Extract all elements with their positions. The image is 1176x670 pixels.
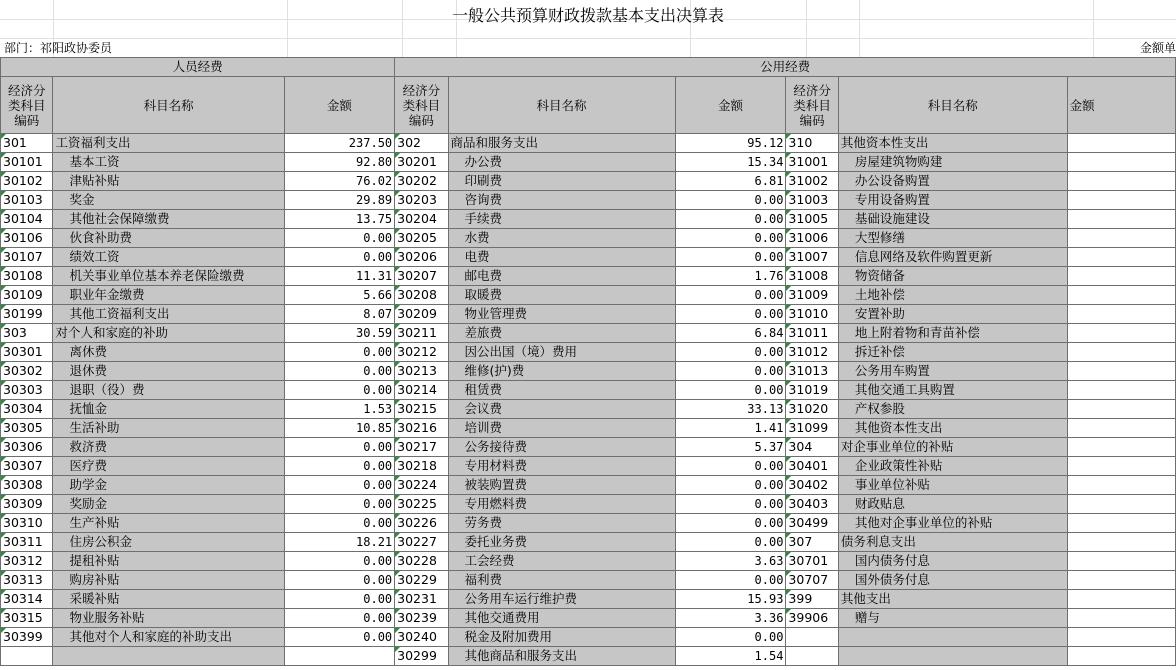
- cell-amount[interactable]: 5.66: [284, 286, 394, 305]
- cell-code[interactable]: 30106: [1, 229, 53, 248]
- cell-amount[interactable]: 76.02: [284, 172, 394, 191]
- cell-name[interactable]: 绩效工资: [53, 248, 284, 267]
- table-row: [1, 172, 1176, 191]
- cell-amount[interactable]: 0.00: [284, 457, 394, 476]
- cell-amount[interactable]: [1067, 343, 1175, 362]
- header-name-cell[interactable]: 科目名称: [53, 77, 284, 134]
- cell-code[interactable]: 30311: [1, 533, 53, 552]
- cell-amount[interactable]: [1067, 362, 1175, 381]
- cell-code[interactable]: 30399: [1, 628, 53, 647]
- cell-name[interactable]: 机关事业单位基本养老保险缴费: [53, 267, 284, 286]
- cell-amount[interactable]: 0.00: [284, 552, 394, 571]
- cell-name[interactable]: 助学金: [53, 476, 284, 495]
- cell-name[interactable]: 大型修缮: [838, 229, 1067, 248]
- cell-name[interactable]: 生活补助: [53, 419, 284, 438]
- cell-name[interactable]: 物业服务补贴: [53, 609, 284, 628]
- table-row: [1, 552, 1176, 571]
- cell-code[interactable]: 303: [1, 324, 53, 343]
- cell-code[interactable]: 30305: [1, 419, 53, 438]
- cell-code[interactable]: 39906: [786, 609, 838, 628]
- table-row: [1, 514, 1176, 533]
- cell-code[interactable]: 30401: [786, 457, 838, 476]
- cell-amount[interactable]: [1067, 495, 1175, 514]
- cell-amount[interactable]: 95.12: [675, 134, 786, 153]
- cell-name[interactable]: 奖金: [53, 191, 284, 210]
- cell-amount[interactable]: [1067, 210, 1175, 229]
- cell-code[interactable]: 31010: [786, 305, 838, 324]
- cell-name[interactable]: 产权参股: [838, 400, 1067, 419]
- cell-code[interactable]: 307: [786, 533, 838, 552]
- cell-code[interactable]: 30218: [395, 457, 448, 476]
- cell-name[interactable]: 奖励金: [53, 495, 284, 514]
- cell-code[interactable]: 30216: [395, 419, 448, 438]
- cell-code[interactable]: [786, 647, 838, 666]
- cell-name[interactable]: 房屋建筑物购建: [838, 153, 1067, 172]
- cell-amount[interactable]: 30.59: [284, 324, 394, 343]
- cell-name[interactable]: [53, 647, 284, 666]
- cell-code[interactable]: 30202: [395, 172, 448, 191]
- cell-amount[interactable]: 0.00: [284, 343, 394, 362]
- cell-amount[interactable]: 237.50: [284, 134, 394, 153]
- cell-amount[interactable]: 0.00: [675, 286, 786, 305]
- cell-code[interactable]: 30213: [395, 362, 448, 381]
- cell-code[interactable]: 302: [395, 134, 448, 153]
- cell-amount[interactable]: 1.54: [675, 647, 786, 666]
- cell-code[interactable]: 30108: [1, 267, 53, 286]
- cell-code[interactable]: 30402: [786, 476, 838, 495]
- cell-amount[interactable]: 0.00: [675, 381, 786, 400]
- table-body: [1, 134, 1176, 666]
- cell-name[interactable]: 咨询费: [448, 191, 675, 210]
- cell-name[interactable]: 采暖补贴: [53, 590, 284, 609]
- cell-amount[interactable]: 1.53: [284, 400, 394, 419]
- cell-amount[interactable]: 0.00: [284, 362, 394, 381]
- cell-name[interactable]: 其他社会保障缴费: [53, 210, 284, 229]
- cell-code[interactable]: 30499: [786, 514, 838, 533]
- cell-name[interactable]: 其他支出: [838, 590, 1067, 609]
- department-label: 部门：祁阳政协委员: [4, 41, 113, 55]
- cell-code[interactable]: 31099: [786, 419, 838, 438]
- cell-amount[interactable]: 11.31: [284, 267, 394, 286]
- cell-code[interactable]: 30227: [395, 533, 448, 552]
- cell-name[interactable]: 手续费: [448, 210, 675, 229]
- cell-amount[interactable]: [1067, 134, 1175, 153]
- cell-code[interactable]: 30203: [395, 191, 448, 210]
- cell-name[interactable]: 公务用车运行维护费: [448, 590, 675, 609]
- table-row: [1, 438, 1176, 457]
- cell-name[interactable]: 其他商品和服务支出: [448, 647, 675, 666]
- cell-code[interactable]: 30239: [395, 609, 448, 628]
- table-row: [1, 495, 1176, 514]
- header-amount-cell[interactable]: 金额: [1067, 77, 1175, 134]
- cell-amount[interactable]: 0.00: [675, 495, 786, 514]
- table-row: [1, 381, 1176, 400]
- cell-name[interactable]: 生产补贴: [53, 514, 284, 533]
- table-row: [1, 476, 1176, 495]
- cell-name[interactable]: 退职（役）费: [53, 381, 284, 400]
- report-title: 一般公共预算财政拨款基本支出决算表: [451, 6, 724, 25]
- cell-name[interactable]: 土地补偿: [838, 286, 1067, 305]
- cell-code[interactable]: 30299: [395, 647, 448, 666]
- cell-name[interactable]: 邮电费: [448, 267, 675, 286]
- cell-code[interactable]: 30214: [395, 381, 448, 400]
- cell-amount[interactable]: 0.00: [675, 191, 786, 210]
- cell-amount[interactable]: 0.00: [675, 305, 786, 324]
- cell-name[interactable]: 被装购置费: [448, 476, 675, 495]
- cell-name[interactable]: 拆迁补偿: [838, 343, 1067, 362]
- cell-amount[interactable]: 92.80: [284, 153, 394, 172]
- cell-name[interactable]: 办公设备购置: [838, 172, 1067, 191]
- cell-name[interactable]: 救济费: [53, 438, 284, 457]
- cell-amount[interactable]: 0.00: [675, 514, 786, 533]
- cell-name[interactable]: 工会经费: [448, 552, 675, 571]
- cell-amount[interactable]: 33.13: [675, 400, 786, 419]
- cell-code[interactable]: 30302: [1, 362, 53, 381]
- cell-code[interactable]: 304: [786, 438, 838, 457]
- cell-amount[interactable]: [1067, 248, 1175, 267]
- cell-name[interactable]: 培训费: [448, 419, 675, 438]
- cell-amount[interactable]: [1067, 476, 1175, 495]
- cell-code[interactable]: 30226: [395, 514, 448, 533]
- cell-code[interactable]: 30217: [395, 438, 448, 457]
- cell-code[interactable]: 30207: [395, 267, 448, 286]
- group-header-public[interactable]: 公用经费: [395, 58, 1176, 77]
- cell-amount[interactable]: [1067, 628, 1175, 647]
- header-name-cell[interactable]: 科目名称: [448, 77, 675, 134]
- cell-code[interactable]: 30707: [786, 571, 838, 590]
- cell-name[interactable]: 维修(护)费: [448, 362, 675, 381]
- cell-code[interactable]: 31007: [786, 248, 838, 267]
- cell-amount[interactable]: 6.81: [675, 172, 786, 191]
- table-row: [1, 647, 1176, 666]
- cell-amount[interactable]: 1.41: [675, 419, 786, 438]
- cell-amount[interactable]: [1067, 229, 1175, 248]
- table-row: [1, 267, 1176, 286]
- cell-amount[interactable]: 0.00: [675, 343, 786, 362]
- cell-code[interactable]: 310: [786, 134, 838, 153]
- cell-name[interactable]: [838, 628, 1067, 647]
- cell-amount[interactable]: 0.00: [284, 628, 394, 647]
- cell-amount[interactable]: 0.00: [675, 362, 786, 381]
- cell-amount[interactable]: 5.37: [675, 438, 786, 457]
- cell-amount[interactable]: 15.93: [675, 590, 786, 609]
- cell-name[interactable]: 其他资本性支出: [838, 134, 1067, 153]
- cell-amount[interactable]: [1067, 305, 1175, 324]
- cell-name[interactable]: 企业政策性补贴: [838, 457, 1067, 476]
- cell-amount[interactable]: 10.85: [284, 419, 394, 438]
- cell-amount[interactable]: [1067, 381, 1175, 400]
- cell-name[interactable]: 津贴补贴: [53, 172, 284, 191]
- cell-amount[interactable]: 1.76: [675, 267, 786, 286]
- cell-amount[interactable]: 0.00: [675, 628, 786, 647]
- cell-code[interactable]: 31020: [786, 400, 838, 419]
- table-row: [1, 571, 1176, 590]
- cell-name[interactable]: 差旅费: [448, 324, 675, 343]
- cell-code[interactable]: 30206: [395, 248, 448, 267]
- cell-name[interactable]: 福利费: [448, 571, 675, 590]
- cell-name[interactable]: 公务接待费: [448, 438, 675, 457]
- cell-amount[interactable]: 0.00: [284, 381, 394, 400]
- cell-code[interactable]: 30228: [395, 552, 448, 571]
- table-row: [1, 343, 1176, 362]
- cell-name[interactable]: 物业管理费: [448, 305, 675, 324]
- cell-name[interactable]: 办公费: [448, 153, 675, 172]
- cell-name[interactable]: 住房公积金: [53, 533, 284, 552]
- cell-name[interactable]: [838, 647, 1067, 666]
- cell-name[interactable]: 工资福利支出: [53, 134, 284, 153]
- cell-amount[interactable]: [1067, 552, 1175, 571]
- cell-amount[interactable]: 0.00: [675, 533, 786, 552]
- cell-name[interactable]: 基础设施建设: [838, 210, 1067, 229]
- cell-code[interactable]: 30307: [1, 457, 53, 476]
- cell-code[interactable]: 31012: [786, 343, 838, 362]
- header-code-cell[interactable]: 经济分类科目编码: [395, 77, 448, 134]
- cell-name[interactable]: 信息网络及软件购置更新: [838, 248, 1067, 267]
- table-row: [1, 191, 1176, 210]
- cell-amount[interactable]: 0.00: [675, 457, 786, 476]
- cell-code[interactable]: 30314: [1, 590, 53, 609]
- cell-code[interactable]: 30104: [1, 210, 53, 229]
- cell-name[interactable]: 离休费: [53, 343, 284, 362]
- cell-name[interactable]: 抚恤金: [53, 400, 284, 419]
- cell-code[interactable]: 30225: [395, 495, 448, 514]
- table-row: [1, 324, 1176, 343]
- cell-amount[interactable]: 0.00: [675, 229, 786, 248]
- table-row: [1, 400, 1176, 419]
- cell-code[interactable]: 30313: [1, 571, 53, 590]
- cell-amount[interactable]: 18.21: [284, 533, 394, 552]
- table-row: [1, 609, 1176, 628]
- cell-amount[interactable]: 0.00: [284, 609, 394, 628]
- cell-code[interactable]: 31008: [786, 267, 838, 286]
- cell-name[interactable]: 委托业务费: [448, 533, 675, 552]
- cell-code[interactable]: 30304: [1, 400, 53, 419]
- header-code-cell[interactable]: 经济分类科目编码: [786, 77, 838, 134]
- cell-name[interactable]: 租赁费: [448, 381, 675, 400]
- cell-name[interactable]: 其他资本性支出: [838, 419, 1067, 438]
- table-row: [1, 229, 1176, 248]
- cell-code[interactable]: 30701: [786, 552, 838, 571]
- header-amount-cell[interactable]: 金额: [675, 77, 786, 134]
- cell-name[interactable]: 其他交通工具购置: [838, 381, 1067, 400]
- table-row: [1, 210, 1176, 229]
- cell-name[interactable]: 公务用车购置: [838, 362, 1067, 381]
- cell-code[interactable]: 30231: [395, 590, 448, 609]
- cell-amount[interactable]: [284, 647, 394, 666]
- group-header-personnel[interactable]: 人员经费: [1, 58, 395, 77]
- cell-code[interactable]: 30204: [395, 210, 448, 229]
- cell-name[interactable]: 购房补贴: [53, 571, 284, 590]
- cell-amount[interactable]: [1067, 286, 1175, 305]
- cell-name[interactable]: 其他对企事业单位的补贴: [838, 514, 1067, 533]
- cell-code[interactable]: 30312: [1, 552, 53, 571]
- cell-amount[interactable]: 29.89: [284, 191, 394, 210]
- cell-amount[interactable]: [1067, 609, 1175, 628]
- cell-name[interactable]: 国外债务付息: [838, 571, 1067, 590]
- cell-code[interactable]: 31009: [786, 286, 838, 305]
- cell-name[interactable]: 事业单位补贴: [838, 476, 1067, 495]
- header-code-cell[interactable]: 经济分类科目编码: [1, 77, 53, 134]
- cell-code[interactable]: 31013: [786, 362, 838, 381]
- cell-name[interactable]: 国内债务付息: [838, 552, 1067, 571]
- cell-name[interactable]: 税金及附加费用: [448, 628, 675, 647]
- cell-code[interactable]: 31005: [786, 210, 838, 229]
- table-row: [1, 628, 1176, 647]
- cell-name[interactable]: 其他交通费用: [448, 609, 675, 628]
- cell-amount[interactable]: 3.36: [675, 609, 786, 628]
- header-amount-cell[interactable]: 金额: [284, 77, 394, 134]
- cell-code[interactable]: 30107: [1, 248, 53, 267]
- cell-code[interactable]: 31003: [786, 191, 838, 210]
- cell-code[interactable]: 30301: [1, 343, 53, 362]
- cell-code[interactable]: 30306: [1, 438, 53, 457]
- cell-name[interactable]: 提租补贴: [53, 552, 284, 571]
- cell-name[interactable]: 职业年金缴费: [53, 286, 284, 305]
- cell-amount[interactable]: 0.00: [284, 229, 394, 248]
- cell-name[interactable]: 印刷费: [448, 172, 675, 191]
- cell-amount[interactable]: [1067, 419, 1175, 438]
- cell-code[interactable]: 30101: [1, 153, 53, 172]
- cell-amount[interactable]: 0.00: [284, 476, 394, 495]
- cell-code[interactable]: 30308: [1, 476, 53, 495]
- cell-amount[interactable]: [1067, 647, 1175, 666]
- cell-amount[interactable]: [1067, 438, 1175, 457]
- table-row: [1, 419, 1176, 438]
- cell-code[interactable]: 30209: [395, 305, 448, 324]
- cell-name[interactable]: 因公出国（境）费用: [448, 343, 675, 362]
- cell-code[interactable]: [1, 647, 53, 666]
- cell-amount[interactable]: 15.34: [675, 153, 786, 172]
- cell-name[interactable]: 对个人和家庭的补助: [53, 324, 284, 343]
- expenditure-table: [0, 57, 1176, 666]
- cell-name[interactable]: 其他对个人和家庭的补助支出: [53, 628, 284, 647]
- cell-name[interactable]: 赠与: [838, 609, 1067, 628]
- cell-code[interactable]: 399: [786, 590, 838, 609]
- table-row: [1, 305, 1176, 324]
- cell-name[interactable]: 对企事业单位的补贴: [838, 438, 1067, 457]
- cell-name[interactable]: 伙食补助费: [53, 229, 284, 248]
- cell-name[interactable]: 地上附着物和青苗补偿: [838, 324, 1067, 343]
- cell-amount[interactable]: 0.00: [675, 571, 786, 590]
- cell-code[interactable]: 30201: [395, 153, 448, 172]
- cell-amount[interactable]: [1067, 191, 1175, 210]
- cell-amount[interactable]: [1067, 514, 1175, 533]
- table-row: [1, 286, 1176, 305]
- cell-name[interactable]: 专用燃料费: [448, 495, 675, 514]
- cell-amount[interactable]: [1067, 153, 1175, 172]
- cell-code[interactable]: 30208: [395, 286, 448, 305]
- header-name-cell[interactable]: 科目名称: [838, 77, 1067, 134]
- cell-code[interactable]: 30403: [786, 495, 838, 514]
- cell-amount[interactable]: 0.00: [675, 210, 786, 229]
- cell-amount[interactable]: [1067, 590, 1175, 609]
- cell-code[interactable]: 30212: [395, 343, 448, 362]
- cell-name[interactable]: 会议费: [448, 400, 675, 419]
- cell-amount[interactable]: [1067, 457, 1175, 476]
- table-row: [1, 533, 1176, 552]
- cell-amount[interactable]: 0.00: [284, 571, 394, 590]
- cell-code[interactable]: 31002: [786, 172, 838, 191]
- cell-amount[interactable]: [1067, 571, 1175, 590]
- cell-name[interactable]: 劳务费: [448, 514, 675, 533]
- cell-code[interactable]: 30240: [395, 628, 448, 647]
- cell-code[interactable]: 30303: [1, 381, 53, 400]
- cell-code[interactable]: 31019: [786, 381, 838, 400]
- cell-name[interactable]: 电费: [448, 248, 675, 267]
- cell-amount[interactable]: 3.63: [675, 552, 786, 571]
- cell-name[interactable]: 安置补助: [838, 305, 1067, 324]
- cell-name[interactable]: 其他工资福利支出: [53, 305, 284, 324]
- cell-name[interactable]: 退休费: [53, 362, 284, 381]
- cell-amount[interactable]: 0.00: [675, 476, 786, 495]
- cell-code[interactable]: 301: [1, 134, 53, 153]
- table-row: [1, 248, 1176, 267]
- cell-amount[interactable]: [1067, 400, 1175, 419]
- cell-name[interactable]: 取暖费: [448, 286, 675, 305]
- cell-code[interactable]: 30109: [1, 286, 53, 305]
- cell-code[interactable]: 30199: [1, 305, 53, 324]
- unit-label: 金额单: [1139, 41, 1176, 55]
- cell-name[interactable]: 专用设备购置: [838, 191, 1067, 210]
- cell-amount[interactable]: 0.00: [284, 590, 394, 609]
- cell-amount[interactable]: 0.00: [284, 495, 394, 514]
- cell-amount[interactable]: 0.00: [284, 514, 394, 533]
- table-row: [1, 590, 1176, 609]
- cell-name[interactable]: 债务利息支出: [838, 533, 1067, 552]
- cell-code[interactable]: 31001: [786, 153, 838, 172]
- cell-code[interactable]: 30215: [395, 400, 448, 419]
- cell-code[interactable]: 30309: [1, 495, 53, 514]
- cell-code[interactable]: 30211: [395, 324, 448, 343]
- cell-amount[interactable]: [1067, 324, 1175, 343]
- cell-amount[interactable]: 13.75: [284, 210, 394, 229]
- cell-code[interactable]: 30310: [1, 514, 53, 533]
- cell-code[interactable]: 30102: [1, 172, 53, 191]
- cell-code[interactable]: 31006: [786, 229, 838, 248]
- cell-amount[interactable]: 0.00: [284, 438, 394, 457]
- cell-amount[interactable]: [1067, 533, 1175, 552]
- cell-code[interactable]: 30205: [395, 229, 448, 248]
- cell-code[interactable]: 30224: [395, 476, 448, 495]
- cell-amount[interactable]: [1067, 172, 1175, 191]
- cell-name[interactable]: 专用材料费: [448, 457, 675, 476]
- cell-amount[interactable]: 0.00: [675, 248, 786, 267]
- cell-code[interactable]: [786, 628, 838, 647]
- cell-name[interactable]: 财政贴息: [838, 495, 1067, 514]
- table-row: [1, 362, 1176, 381]
- cell-code[interactable]: 30103: [1, 191, 53, 210]
- cell-name[interactable]: 商品和服务支出: [448, 134, 675, 153]
- cell-name[interactable]: 基本工资: [53, 153, 284, 172]
- cell-code[interactable]: 30315: [1, 609, 53, 628]
- cell-name[interactable]: 水费: [448, 229, 675, 248]
- table-row: [1, 153, 1176, 172]
- cell-code[interactable]: 30229: [395, 571, 448, 590]
- cell-name[interactable]: 医疗费: [53, 457, 284, 476]
- cell-code[interactable]: 31011: [786, 324, 838, 343]
- cell-amount[interactable]: [1067, 267, 1175, 286]
- gridline: [0, 38, 1176, 39]
- cell-amount[interactable]: 6.84: [675, 324, 786, 343]
- cell-name[interactable]: 物资储备: [838, 267, 1067, 286]
- cell-amount[interactable]: 0.00: [284, 248, 394, 267]
- table-row: [1, 134, 1176, 153]
- table-row: [1, 457, 1176, 476]
- cell-amount[interactable]: 8.07: [284, 305, 394, 324]
